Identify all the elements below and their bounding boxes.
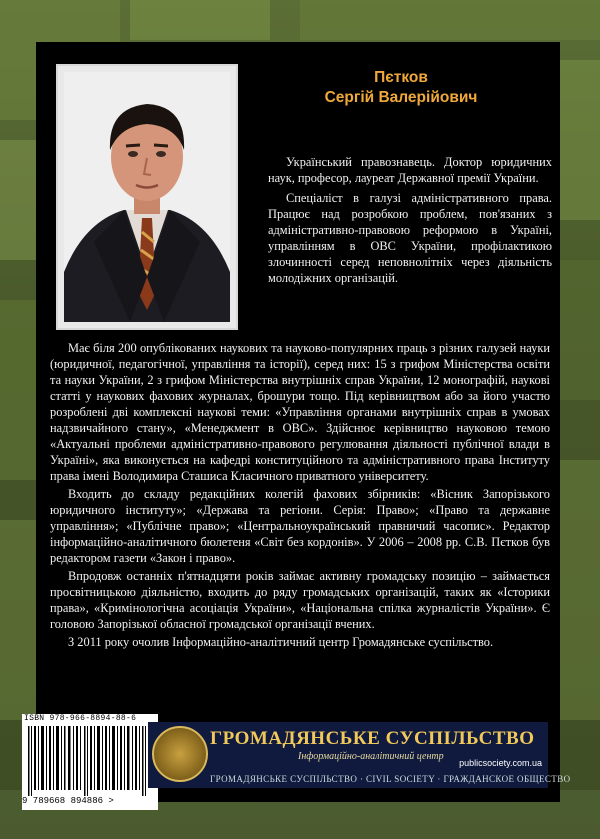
publisher-seal-icon xyxy=(152,726,208,782)
bg-square xyxy=(560,260,600,400)
bg-square xyxy=(0,520,36,720)
publisher-banner xyxy=(148,722,571,788)
bg-square xyxy=(130,0,270,40)
author-given-names: Сергій Валерійович xyxy=(324,89,478,106)
author-photo xyxy=(64,72,230,322)
barcode-icon xyxy=(26,726,152,796)
author-surname: Пєтков xyxy=(374,69,428,86)
paragraph: Спеціаліст в галузі адміністративного права. Працює над розробкою проблем, пов'язаних з адміністративно-правовою реформою в Україні, управлінням в ОВС України, профілактикою злочинності серед неповнолітніх через діяльність молодіжних організацій. xyxy=(268,191,552,285)
paragraph: Входить до складу редакційних колегій фахових збірників: «Вісник Запорізького юридичного інституту»; «Держава та регіони. Серія: Право»; «Право та державне управління»; «Публічне право»; «Центральноукраїнський правничий часопис». Редактор інформаційно-аналітичного бюлетеня «Світ без кордонів». У 2006 – 2008 рр. С.В. Пєтков був редактором газети «Закон і право». xyxy=(50,487,550,565)
publisher-footer: ГРОМАДЯНСЬКЕ СУСПІЛЬСТВО · CIVIL SOCIETY · ГРАЖДАНСКОЕ ОБЩЕСТВО xyxy=(210,774,571,784)
paragraph: Має біля 200 опублікованих наукових та науково-популярних праць з різних галузей науки (юридичної, педагогічної, управління та історії), серед них: 15 з грифом Міністерства освіти та науки України, 2 з грифом Міністерства внутрішніх справ України, 12 монографій, наукові статті у наукових фахових журналах, брошури тощо. Під керівництвом або за його участю розроблені дві комплексні наукові теми: «Управління органами внутрішніх справ в умовах надзвичайного стану», «Менеджмент в ОВС». Здійснює керівництво науковою темою «Актуальні проблеми адміністративно-правового регулювання діяльності публічної влади в Україні», яка виконується на кафедрі конституційного та адміністративного права Інституту права імені Володимира Сташиса Класичного приватного університету. xyxy=(50,341,550,483)
portrait-illustration xyxy=(64,72,230,322)
author-name xyxy=(256,68,546,108)
bg-square xyxy=(560,460,600,720)
author-biography xyxy=(50,340,550,650)
isbn-label: ISBN 978-966-8894-88-6 xyxy=(24,714,137,723)
back-cover-panel xyxy=(22,42,571,806)
publisher-title: ГРОМАДЯНСЬКЕ СУСПІЛЬСТВО xyxy=(210,728,535,749)
bg-square xyxy=(300,0,600,40)
bottom-strip xyxy=(22,710,571,806)
barcode-digits: 9 789668 894886 > xyxy=(22,796,114,806)
isbn-barcode-box xyxy=(22,714,158,810)
publisher-url: publicsociety.com.ua xyxy=(459,758,542,768)
bg-square xyxy=(0,140,36,260)
author-photo-frame xyxy=(56,64,238,330)
paragraph: Український правознавець. Доктор юридичних наук, професор, лауреат Державної премії України. xyxy=(268,155,552,185)
bg-square xyxy=(560,60,600,220)
paragraph: З 2011 року очолив Інформаційно-аналітичний центр Громадянське суспільство. xyxy=(68,635,494,649)
bg-square xyxy=(0,300,36,480)
paragraph: Впродовж останніх п'ятнадцяти років займає активну громадську позицію – займається просвітницькою діяльністю, входить до ряду громадських організацій, таких як «Історики права», «Кримінологічна асоціація України», «Національна спілка журналістів України». Є головою Запорізької обласної громадської організації вчених. xyxy=(50,569,550,631)
publisher-subtitle: Інформаційно-аналітичний центр xyxy=(298,751,444,762)
author-intro xyxy=(268,154,552,286)
